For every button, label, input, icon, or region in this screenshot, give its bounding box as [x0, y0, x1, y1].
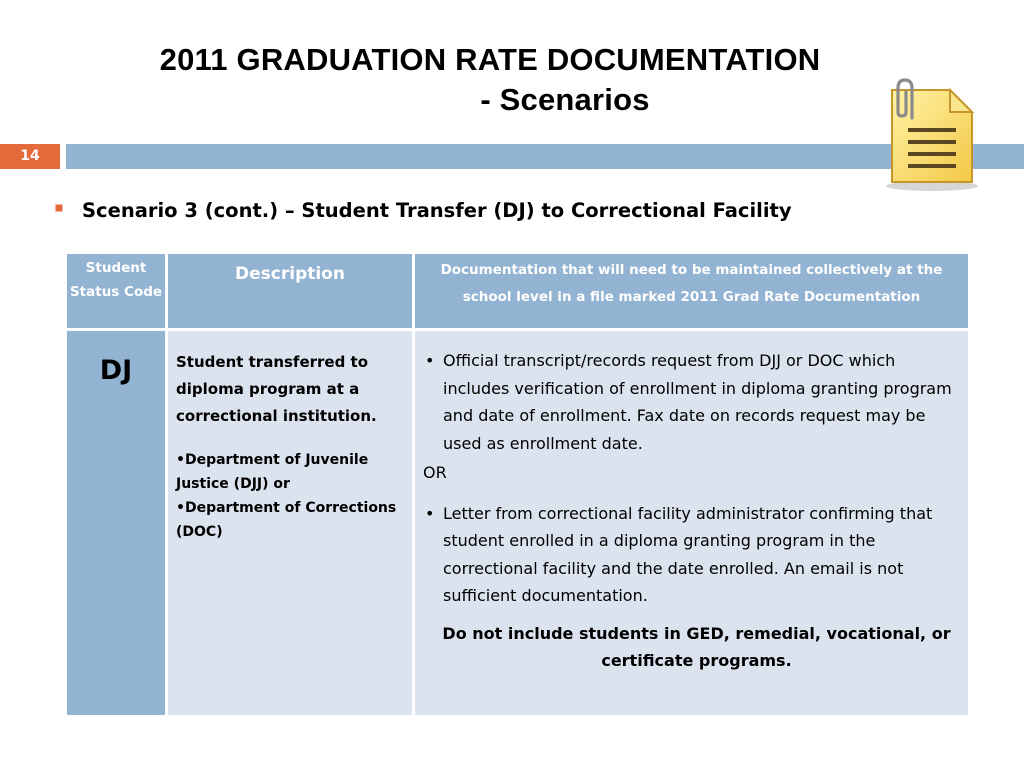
description-item-doc: •Department of Corrections (DOC) — [176, 500, 397, 540]
status-code-cell — [67, 331, 165, 715]
scenario-text: Scenario 3 (cont.) – Student Transfer (DJ) to Correctional Facility — [82, 199, 792, 222]
description-item-djj: •Department of Juvenile Justice (DJJ) or — [176, 452, 369, 492]
doc-bullet-transcript-text: Official transcript/records request from DJJ or DOC which includes verification of enrollment in diploma granting program and date of enrollment. Fax date on records request may be used as enrollment date. — [443, 351, 952, 453]
documentation-table — [64, 251, 971, 718]
description-main: Student transferred to diploma program at a correctional institution. — [176, 353, 377, 425]
document-with-paperclip-icon — [880, 78, 980, 194]
doc-exclusion-note: Do not include students in GED, remedial, vocational, or certificate programs. — [442, 623, 951, 670]
bullet-dot: • — [425, 351, 435, 370]
page-title — [0, 40, 980, 120]
doc-bullet-letter-text: Letter from correctional facility administrator confirming that student enrolled in a diploma granting program in the correctional facility and the date enrolled. An email is not sufficient documentation. — [443, 503, 933, 605]
description-cell — [168, 331, 412, 715]
title-line-1: 2011 GRADUATION RATE DOCUMENTATION — [159, 42, 821, 77]
documentation-cell — [415, 331, 968, 715]
scenario-bullet — [54, 196, 792, 226]
header-student-status-code: Student Status Code — [67, 254, 165, 328]
header-description: Description — [168, 254, 412, 328]
table-header-row — [67, 254, 968, 328]
bullet-square-icon — [56, 205, 63, 212]
table-row — [67, 331, 968, 715]
title-line-2: - Scenarios — [480, 82, 650, 117]
status-code: DJ — [99, 355, 133, 386]
doc-or: OR — [423, 463, 447, 482]
header-documentation: Documentation that will need to be maintained collectively at the school level in a file marked 2011 Grad Rate Documentation — [415, 254, 968, 328]
doc-bullet-letter — [423, 500, 952, 610]
doc-bullet-transcript — [423, 347, 952, 457]
bullet-dot: • — [425, 503, 435, 523]
slide-number: 14 — [0, 144, 60, 169]
